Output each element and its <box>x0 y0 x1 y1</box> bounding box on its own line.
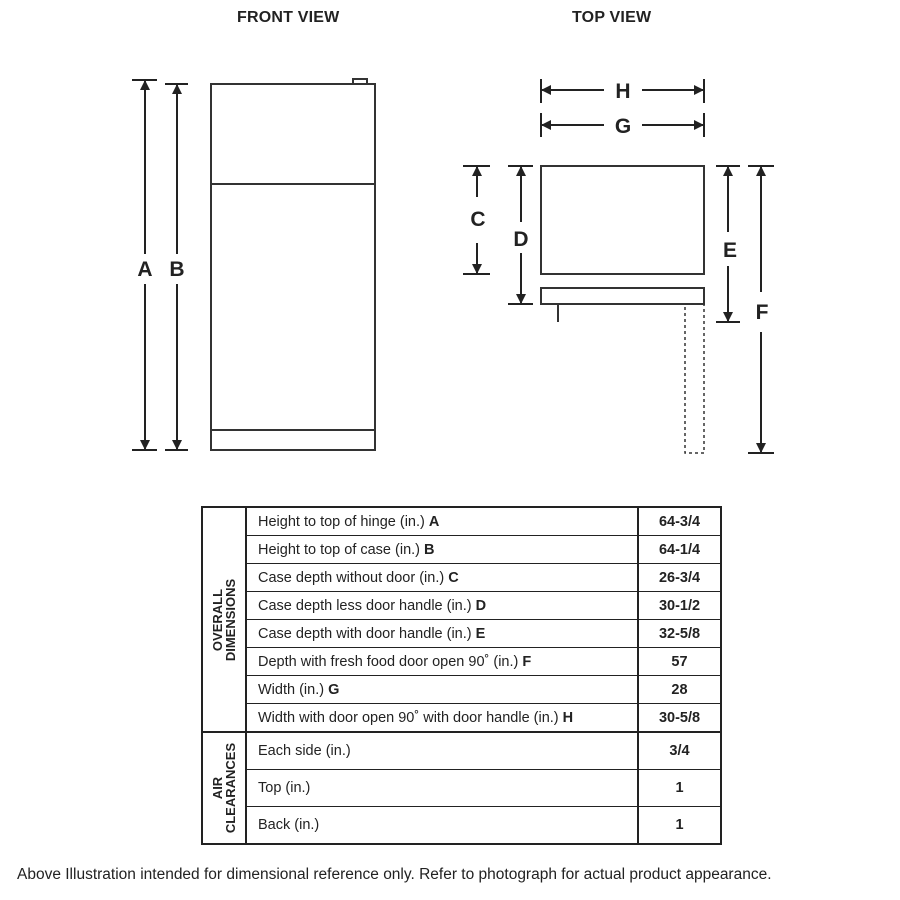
row-label: Back (in.) <box>246 807 638 845</box>
row-label: Case depth with door handle (in.) E <box>246 620 638 648</box>
case-outline <box>541 166 704 274</box>
row-value: 1 <box>638 770 721 807</box>
row-label: Each side (in.) <box>246 732 638 770</box>
door-open-outline <box>685 304 704 453</box>
front-view-title: FRONT VIEW <box>237 9 340 26</box>
disclaimer-text: Above Illustration intended for dimensional reference only. Refer to photograph for actual product appearance. <box>17 866 772 883</box>
row-value: 3/4 <box>638 732 721 770</box>
row-label: Height to top of hinge (in.) A <box>246 507 638 536</box>
row-value: 30-1/2 <box>638 592 721 620</box>
row-value: 64-1/4 <box>638 536 721 564</box>
overall-group-line-2: DIMENSIONS <box>223 578 238 661</box>
overall-group-line-1: OVERALL <box>210 588 225 651</box>
row-label: Height to top of case (in.) B <box>246 536 638 564</box>
hinge-cap <box>353 79 367 84</box>
row-value: 32-5/8 <box>638 620 721 648</box>
row-label: Top (in.) <box>246 770 638 807</box>
front-view-fridge <box>211 79 375 450</box>
row-label: Case depth without door (in.) C <box>246 564 638 592</box>
label-a: A <box>137 258 153 281</box>
label-b: B <box>169 258 185 281</box>
row-value: 64-3/4 <box>638 507 721 536</box>
label-d: D <box>513 228 529 251</box>
air-group-line-1: AIR <box>210 776 225 800</box>
row-value: 1 <box>638 807 721 845</box>
row-value: 57 <box>638 648 721 676</box>
label-g: G <box>614 115 632 138</box>
row-label: Width (in.) G <box>246 676 638 704</box>
fridge-body <box>211 84 375 450</box>
row-label: Depth with fresh food door open 90˚ (in.) F <box>246 648 638 676</box>
row-value: 26-3/4 <box>638 564 721 592</box>
row-label: Width with door open 90˚ with door handle (in.) H <box>246 704 638 733</box>
label-f: F <box>755 301 769 324</box>
row-value: 30-5/8 <box>638 704 721 733</box>
label-h: H <box>615 80 631 103</box>
label-c: C <box>470 208 486 231</box>
row-label: Case depth less door handle (in.) D <box>246 592 638 620</box>
door-outline <box>541 288 704 304</box>
label-e: E <box>722 239 738 262</box>
overall-dimensions-group <box>202 507 246 732</box>
air-group-line-2: CLEARANCES <box>223 742 238 834</box>
top-view-fridge <box>541 166 704 453</box>
row-value: 28 <box>638 676 721 704</box>
top-view-title: TOP VIEW <box>572 9 652 26</box>
dimensions-table <box>201 506 722 845</box>
air-clearances-group <box>202 732 246 844</box>
